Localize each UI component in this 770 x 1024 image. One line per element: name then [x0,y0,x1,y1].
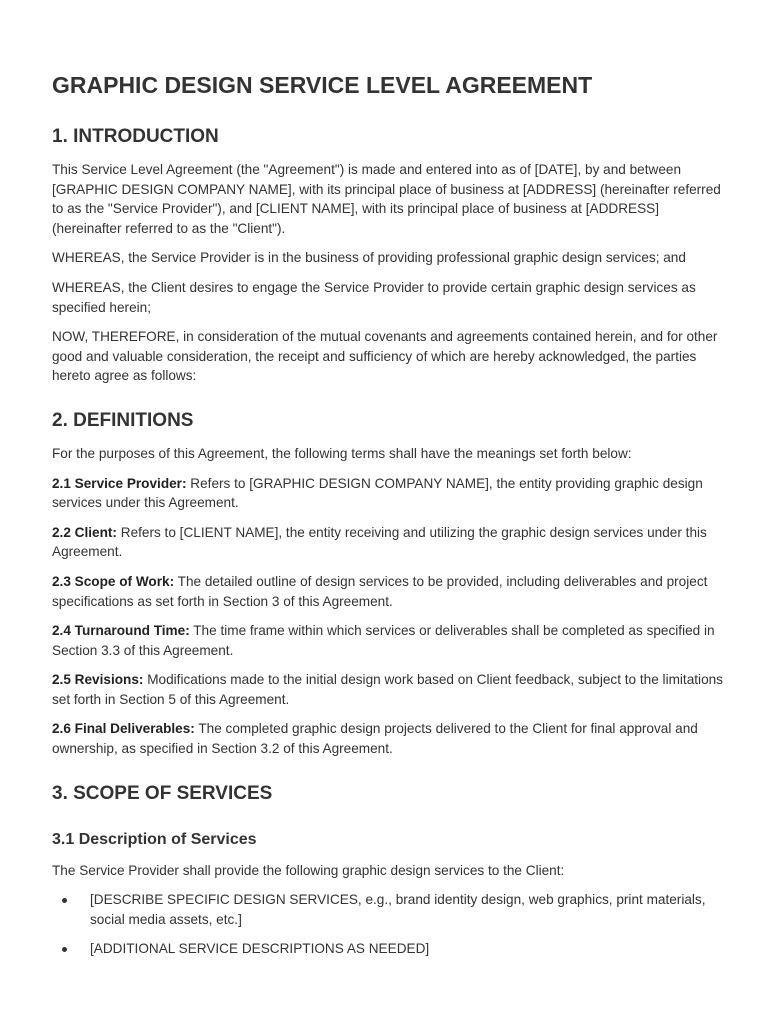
services-list [52,890,724,959]
scope-lead: The Service Provider shall provide the following graphic design services to the Client: [52,862,565,878]
definition-text: Modifications made to the initial design work based on Client feedback, subject to the limitations set forth in Section 5 of this Agreement. [52,672,723,707]
definition-item [52,670,724,709]
definition-text: Refers to [GRAPHIC DESIGN COMPANY NAME], the entity providing graphic design services under this Agreement. [52,475,703,511]
definition-item [52,719,724,758]
definition-text: The completed graphic design projects delivered to the Client for final approval and ownership, as specified in Section 3.2 of this Agreement. [52,721,698,757]
list-item [52,939,724,959]
definition-item [52,523,724,562]
definition-text: The time frame within which services or deliverables shall be completed as specified in Section 3.3 of this Agreement. [52,623,715,658]
definition-term: 2.3 Scope of Work: [52,573,175,589]
bullet-icon [62,898,67,903]
document-title: GRAPHIC DESIGN SERVICE LEVEL AGREEMENT [52,72,593,98]
intro-paragraph: WHEREAS, the Client desires to engage the Service Provider to provide certain graphic design services as specified herein; [52,279,696,315]
list-item-text: [ADDITIONAL SERVICE DESCRIPTIONS AS NEEDED] [90,941,430,957]
definition-item [52,474,724,513]
definition-term: 2.1 Service Provider: [52,475,187,491]
document-page [52,70,724,969]
subsection-heading-description: 3.1 Description of Services [52,830,257,848]
intro-paragraph: This Service Level Agreement (the "Agreement") is made and entered into as of [DATE], by and between [GRAPHIC DESIGN COMPANY NAME], with its principal place of business at [ADDRESS] (hereinafter referred to as the "Service Provider"), and [CLIENT NAME], with its principal place of business at [ADDRESS] (hereinafter referred to as the "Client"). [52,162,721,236]
list-item [52,890,724,929]
list-item-text: [DESCRIBE SPECIFIC DESIGN SERVICES, e.g., brand identity design, web graphics, print materials, social media assets, etc.] [90,892,706,927]
definitions-lead: For the purposes of this Agreement, the following terms shall have the meanings set forth below: [52,445,632,461]
definition-term: 2.6 Final Deliverables: [52,721,195,737]
bullet-icon [62,947,67,952]
intro-paragraph: NOW, THEREFORE, in consideration of the mutual covenants and agreements contained herein, and for other good and valuable consideration, the receipt and sufficiency of which are hereby acknowledged, the parties hereto agree as follows: [52,329,718,384]
definition-text: The detailed outline of design services to be provided, including deliverables and project specifications as set forth in Section 3 of this Agreement. [52,573,708,609]
definition-term: 2.5 Revisions: [52,672,144,688]
definition-item [52,621,724,660]
definition-item [52,572,724,611]
section-heading-definitions: 2. DEFINITIONS [52,409,194,431]
definition-term: 2.4 Turnaround Time: [52,623,190,639]
definition-text: Refers to [CLIENT NAME], the entity receiving and utilizing the graphic design services under this Agreement. [52,524,707,560]
section-heading-introduction: 1. INTRODUCTION [52,126,219,147]
intro-paragraph: WHEREAS, the Service Provider is in the business of providing professional graphic design services; and [52,250,686,266]
section-heading-scope: 3. SCOPE OF SERVICES [52,782,273,804]
definition-term: 2.2 Client: [52,524,117,540]
